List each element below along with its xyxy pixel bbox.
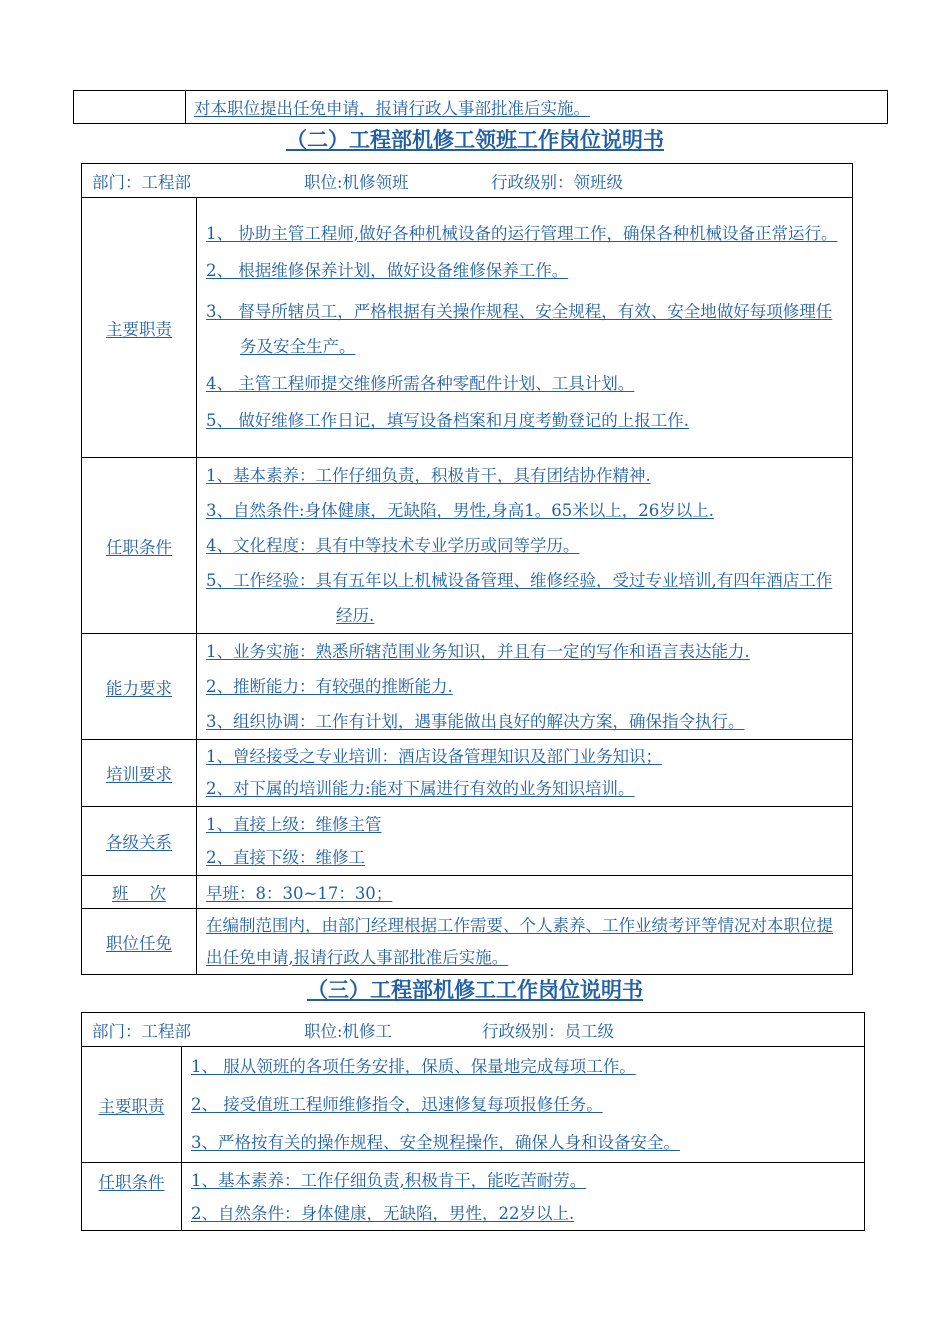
section2-training-1: 1、曾经接受之专业培训：酒店设备管理知识及部门业务知识；	[206, 747, 662, 766]
section3-qualifications-label: 任职条件	[98, 1173, 165, 1192]
section2-abilities-row	[82, 634, 853, 740]
section3-qualifications-label-cell	[82, 1163, 182, 1231]
section2-abilities-content	[197, 634, 853, 740]
section2-ability-1: 1、业务实施：熟悉所辖范围业务知识，并且有一定的写作和语言表达能力.	[206, 642, 750, 661]
top-continuation-table	[73, 90, 888, 124]
section2-duty-4: 4、 主管工程师提交维修所需各种零配件计划、工具计划。	[206, 373, 635, 393]
top-appointment-text: 对本职位提出任免申请，报请行政人事部批准后实施。	[194, 99, 590, 118]
section2-header-row	[82, 164, 853, 198]
section2-shift-1: 早班：8：30~17：30；	[206, 884, 393, 903]
section3-title: （三）工程部机修工工作岗位说明书	[307, 977, 643, 1002]
section2-dept: 部门：工程部	[92, 172, 191, 192]
section2-qualifications-content	[197, 458, 853, 634]
section2-training-label: 培训要求	[106, 765, 172, 784]
section2-training-content	[197, 740, 853, 807]
section2-relations-label-cell	[82, 807, 197, 876]
section2-relations-label: 各级关系	[106, 833, 172, 852]
section3-duties-row	[82, 1047, 865, 1163]
top-label-cell	[74, 91, 186, 124]
section2-duty-3: 3、 督导所辖员工，严格根据有关操作规程、安全规程，有效、安全地做好每项修理任务及安全生产。	[206, 301, 833, 356]
section2-level: 行政级别：领班级	[491, 172, 623, 192]
section3-duties-label-cell	[82, 1047, 182, 1163]
section3-position: 职位:机修工	[304, 1021, 393, 1041]
section3-level: 行政级别：员工级	[482, 1021, 614, 1041]
section2-duty-5: 5、 做好维修工作日记，填写设备档案和月度考勤登记的上报工作.	[206, 410, 689, 430]
section2-training-2: 2、对下属的培训能力:能对下属进行有效的业务知识培训。	[206, 779, 635, 798]
section2-title: （二）工程部机修工领班工作岗位说明书	[286, 127, 664, 152]
section2-duties-row	[82, 198, 853, 458]
section2-appointment-label-cell	[82, 909, 197, 975]
section2-position: 职位:机修领班	[304, 172, 409, 192]
section2-training-label-cell	[82, 740, 197, 807]
section2-relations-row	[82, 807, 853, 876]
section2-relations-content	[197, 807, 853, 876]
section2-ability-3: 3、组织协调：工作有计划，遇事能做出良好的解决方案，确保指令执行。	[206, 712, 745, 731]
section2-duty-1: 1、 协助主管工程师,做好各种机械设备的运行管理工作，确保各种机械设备正常运行。	[206, 223, 838, 243]
section2-qualifications-row	[82, 458, 853, 634]
section2-appointment-label: 职位任免	[106, 933, 172, 953]
section2-relation-1: 1、直接上级：维修主管	[206, 815, 382, 834]
section2-training-row	[82, 740, 853, 807]
section2-table	[81, 163, 853, 975]
section2-ability-2: 2、推断能力：有较强的推断能力.	[206, 677, 453, 696]
section3-duty-3: 3、严格按有关的操作规程、安全规程操作，确保人身和设备安全。	[191, 1132, 680, 1152]
section3-dept: 部门：工程部	[92, 1021, 191, 1041]
section2-duties-label-cell	[82, 198, 197, 458]
section2-qual-3: 4、文化程度：具有中等技术专业学历或同等学历。	[206, 536, 580, 555]
section2-qual-4: 5、工作经验：具有五年以上机械设备管理、维修经验，受过专业培训,有四年酒店工作经历.	[206, 571, 833, 625]
section2-qualifications-label-cell	[82, 458, 197, 634]
section3-qual-2: 2、自然条件：身体健康，无缺陷，男性，22岁以上.	[191, 1203, 575, 1223]
section3-table	[81, 1012, 865, 1231]
top-text-cell	[186, 91, 888, 124]
section3-duty-1: 1、 服从领班的各项任务安排，保质、保量地完成每项工作。	[191, 1056, 636, 1076]
section3-duties-label: 主要职责	[98, 1096, 165, 1116]
section2-appointment-1: 在编制范围内，由部门经理根据工作需要、个人素养、工作业绩考评等情况对本职位提出任免申请,报请行政人事部批准后实施。	[206, 915, 833, 967]
section3-header-row	[82, 1013, 865, 1047]
section2-duties-content	[197, 198, 853, 458]
section2-relation-2: 2、直接下级：维修工	[206, 848, 365, 867]
section2-qual-1: 1、基本素养：工作仔细负责，积极肯干，具有团结协作精神.	[206, 466, 651, 485]
section2-qual-2: 3、自然条件:身体健康，无缺陷，男性,身高1。65米以上，26岁以上.	[206, 501, 715, 520]
section2-shift-content	[197, 876, 853, 909]
section2-abilities-label: 能力要求	[106, 678, 172, 698]
section2-duty-2: 2、 根据维修保养计划，做好设备维修保养工作。	[206, 260, 569, 280]
section3-qualifications-row	[82, 1163, 865, 1231]
section2-shift-label: 班 次	[112, 884, 166, 903]
section3-header-cell	[82, 1013, 865, 1047]
section2-shift-label-cell	[82, 876, 197, 909]
section2-duties-label: 主要职责	[106, 319, 172, 339]
section2-header-cell	[82, 164, 853, 198]
section3-qualifications-content	[182, 1163, 865, 1231]
section2-appointment-content	[197, 909, 853, 975]
section2-qualifications-label: 任职条件	[106, 537, 172, 557]
section2-appointment-row	[82, 909, 853, 975]
section2-shift-row	[82, 876, 853, 909]
section3-duties-content	[182, 1047, 865, 1163]
section2-abilities-label-cell	[82, 634, 197, 740]
section3-duty-2: 2、 接受值班工程师维修指令，迅速修复每项报修任务。	[191, 1094, 603, 1114]
section3-qual-1: 1、基本素养：工作仔细负责,积极肯干，能吃苦耐劳。	[191, 1170, 587, 1190]
